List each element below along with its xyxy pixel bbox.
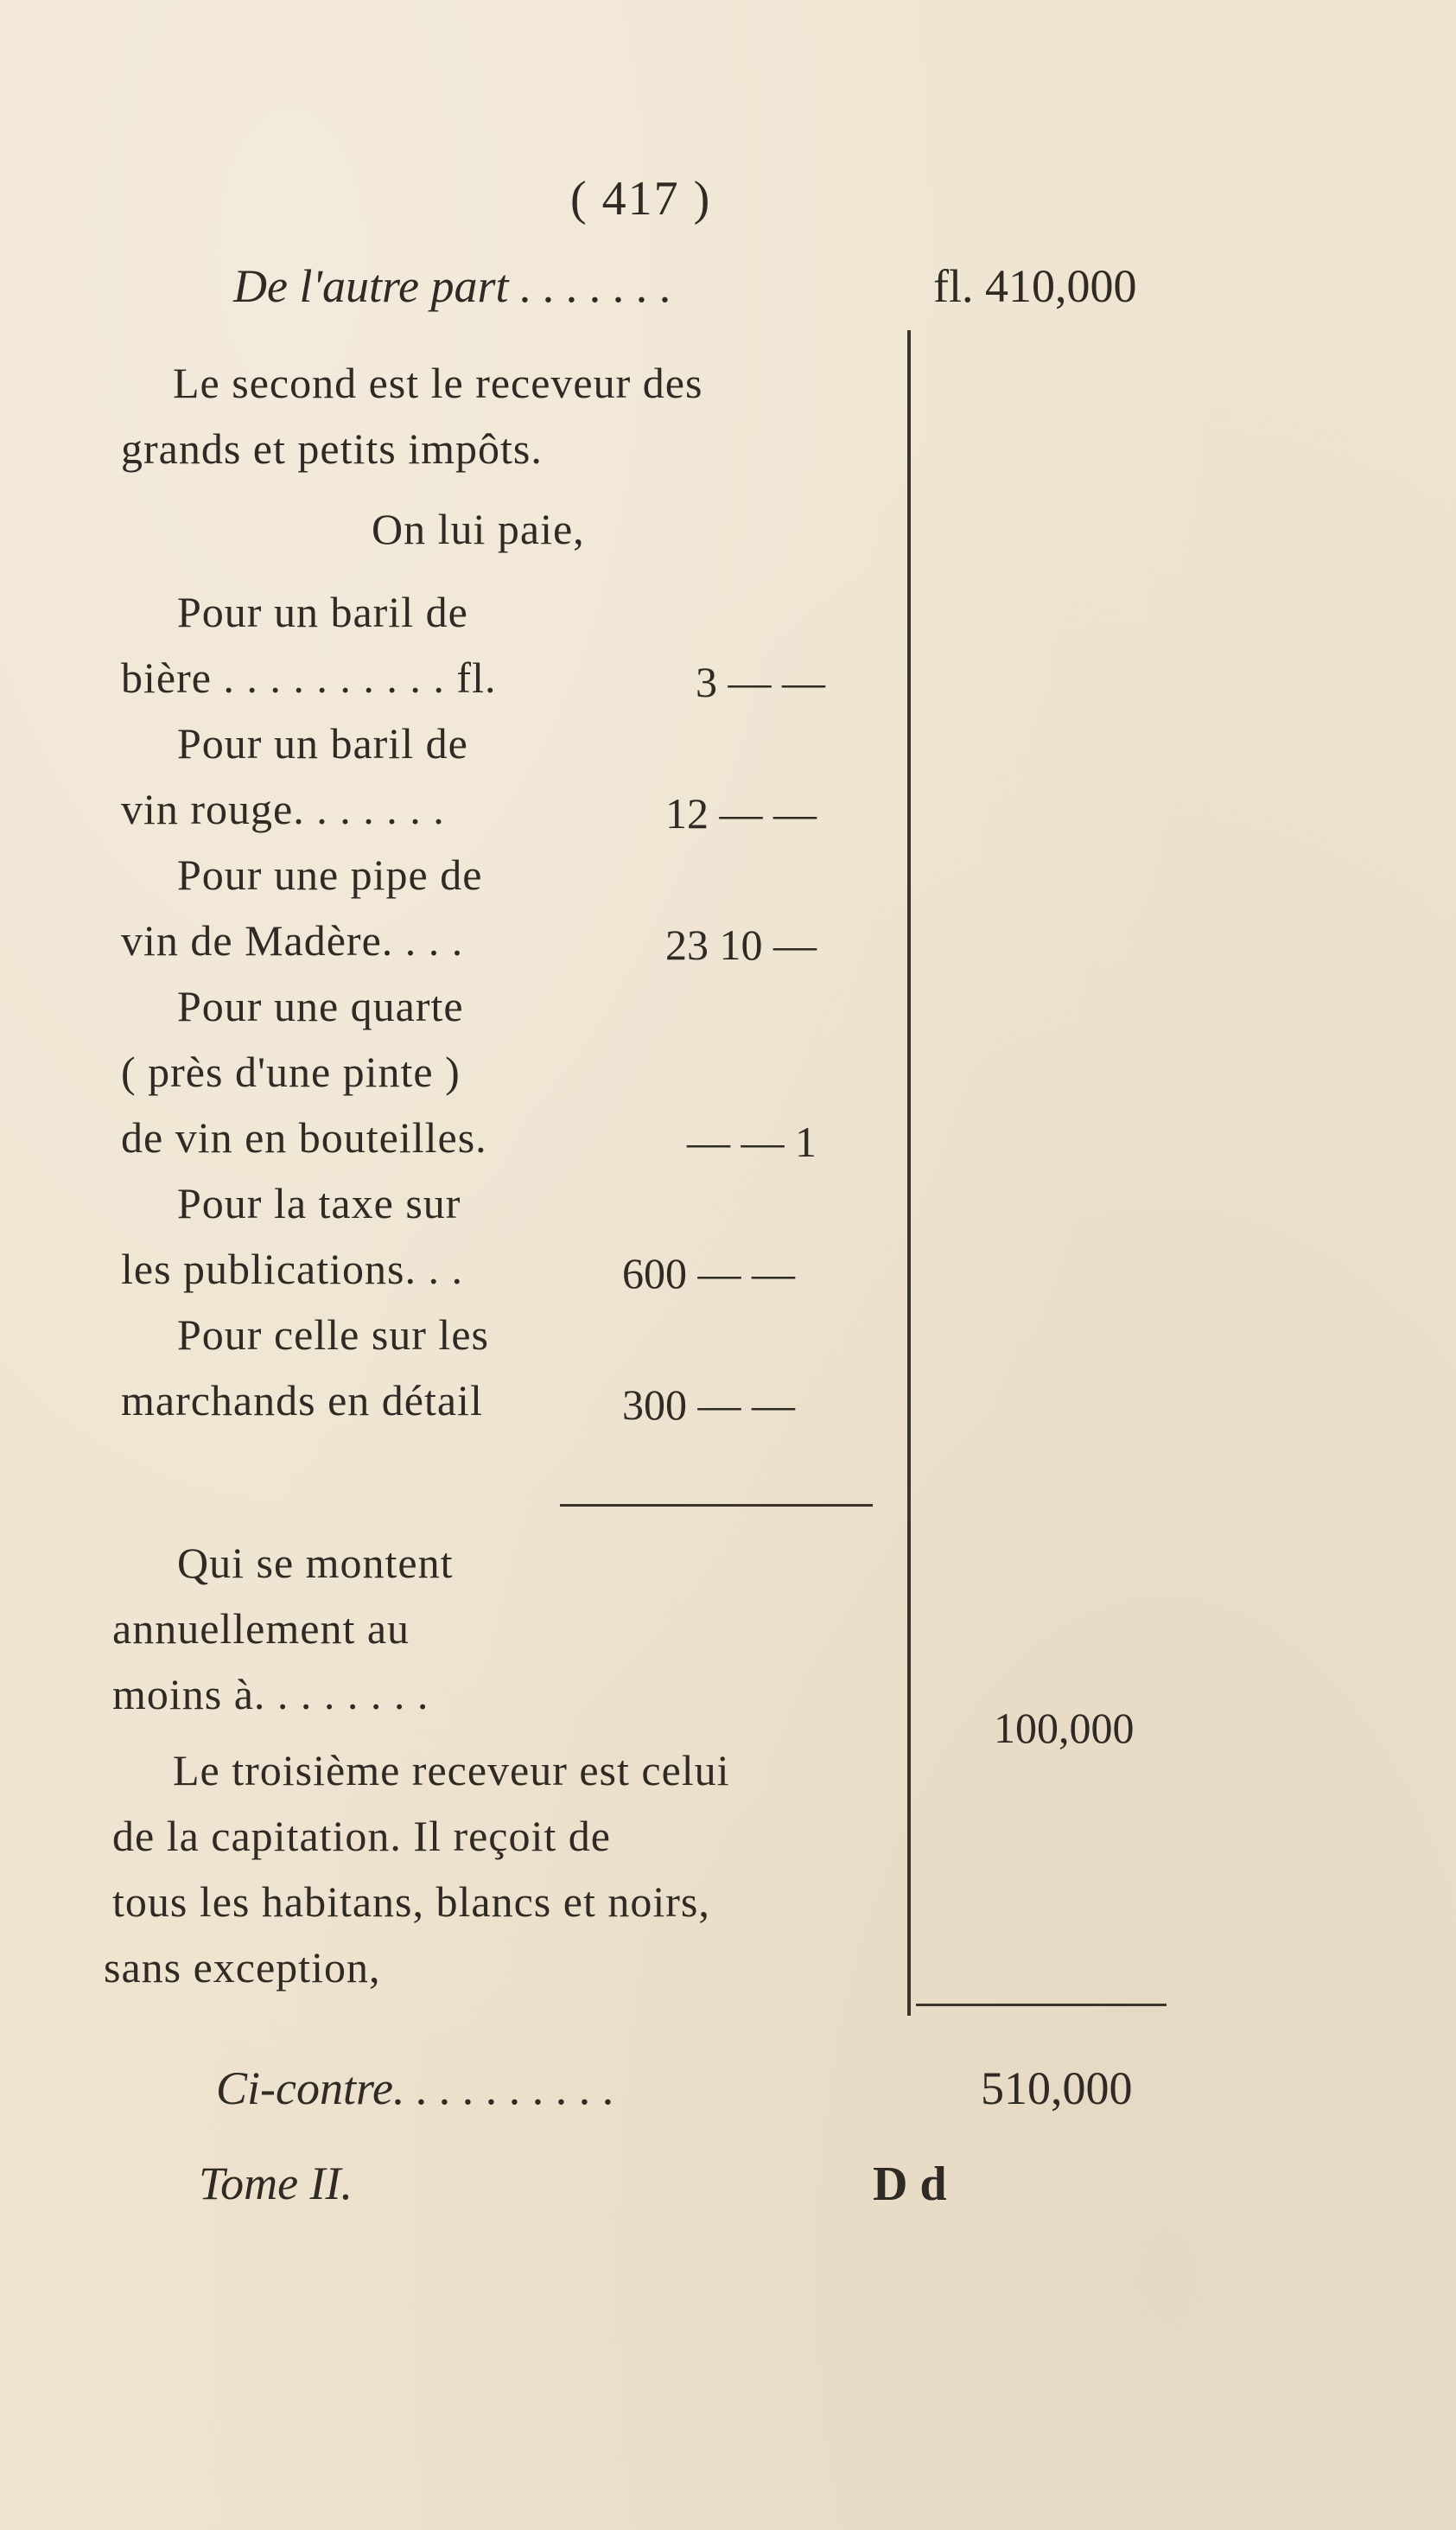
footer-signature-mark: D d (873, 2157, 947, 2211)
total-line3: moins à. . . . . . . . (112, 1670, 429, 1718)
item-3-value: 23 10 — (665, 921, 817, 969)
item-4-line1b: ( près d'une pinte ) (121, 1048, 461, 1096)
item-4-value: — — 1 (687, 1118, 817, 1166)
item-1-line2: bière . . . . . . . . . . fl. (121, 653, 497, 702)
paragraph-third-line3: tous les habitans, blancs et noirs, (112, 1877, 710, 1926)
item-4-line2: de vin en bouteilles. (121, 1113, 487, 1162)
paragraph-third-line4: sans exception, (104, 1943, 381, 1991)
page-number: ( 417 ) (570, 172, 712, 226)
item-6-value: 300 — — (622, 1380, 795, 1429)
column-rule (907, 330, 911, 2016)
paragraph-third-line2: de la capitation. Il reçoit de (112, 1812, 611, 1860)
carried-forward-value: fl. 410,000 (933, 260, 1137, 312)
footer-tome: Tome II. (199, 2157, 353, 2209)
item-2-value: 12 — — (665, 789, 817, 838)
ci-contre-value: 510,000 (981, 2062, 1133, 2114)
item-6-line1: Pour celle sur les (177, 1310, 489, 1359)
item-2-line2: vin rouge. . . . . . . (121, 785, 445, 833)
carried-forward-label: De l'autre part . . . . . . . (233, 260, 672, 312)
on-lui-paie: On lui paie, (372, 505, 585, 553)
item-3-line2: vin de Madère. . . . (121, 916, 464, 965)
item-6-line2: marchands en détail (121, 1376, 483, 1424)
paragraph-second-line2: grands et petits impôts. (121, 424, 543, 473)
paragraph-third-line1: Le troisième receveur est celui (173, 1746, 730, 1794)
item-1-line1: Pour un baril de (177, 588, 468, 636)
total-line1: Qui se montent (177, 1539, 454, 1587)
item-1-value: 3 — — (696, 658, 825, 706)
item-4-line1: Pour une quarte (177, 982, 464, 1030)
item-5-value: 600 — — (622, 1249, 795, 1297)
item-3-line1: Pour une pipe de (177, 851, 483, 899)
total-line2: annuellement au (112, 1604, 410, 1653)
total-column-rule (916, 2004, 1167, 2006)
total-value: 100,000 (994, 1704, 1135, 1752)
item-5-line2: les publications. . . (121, 1245, 463, 1293)
ci-contre-label: Ci-contre. . . . . . . . . . (216, 2062, 615, 2114)
paragraph-second-line1: Le second est le receveur des (173, 359, 703, 407)
item-5-line1: Pour la taxe sur (177, 1179, 461, 1227)
subtotal-rule (560, 1504, 873, 1507)
item-2-line1: Pour un baril de (177, 719, 468, 768)
